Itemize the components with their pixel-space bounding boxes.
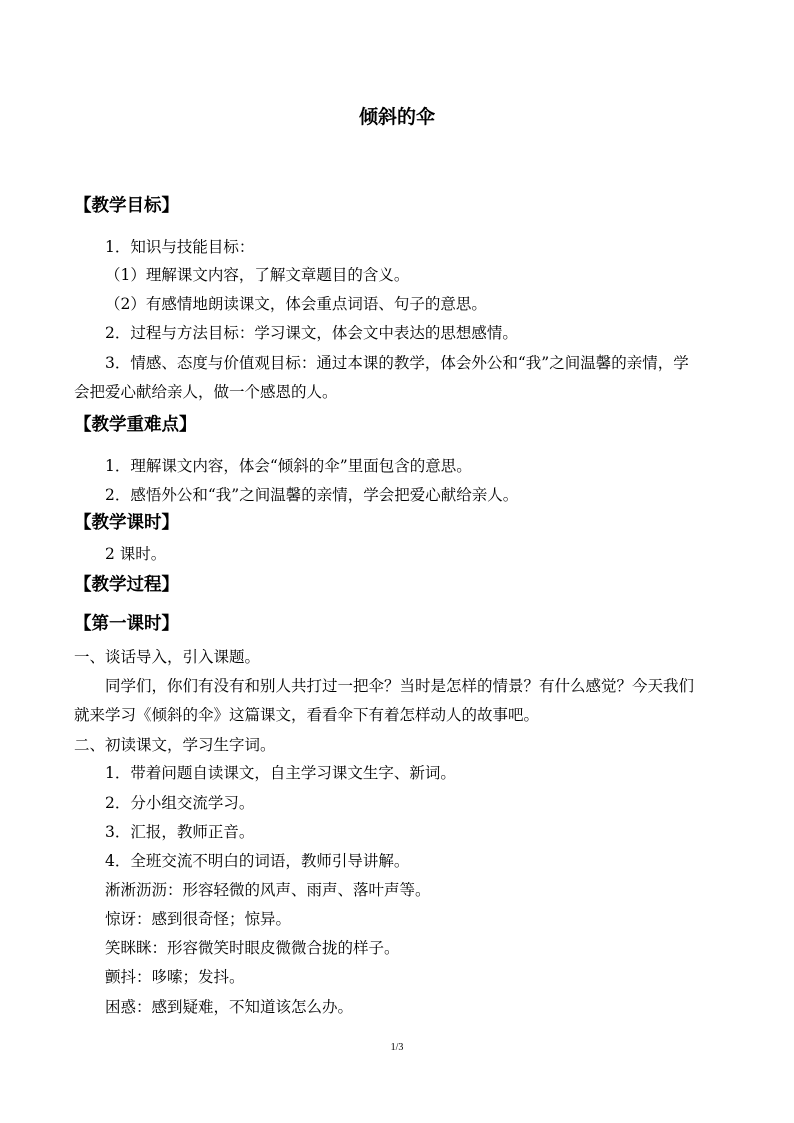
goal-line: 1．知识与技能目标：: [105, 238, 255, 256]
key-point-line: 1．理解课文内容，体会“倾斜的伞”里面包含的意思。: [105, 457, 472, 475]
section-heading-class-hours: 【教学课时】: [74, 513, 179, 533]
lesson-line: 同学们，你们有没有和别人共打过一把伞？当时是怎样的情景？有什么感觉？今天我们: [105, 677, 695, 695]
section-heading-teaching-goals: 【教学目标】: [74, 196, 179, 216]
page-number: 1/3: [390, 1042, 404, 1053]
lesson-line: 一、谈话导入，引入课题。: [74, 648, 261, 666]
lesson-line: 惊讶：感到很奇怪；惊异。: [105, 910, 292, 928]
goal-line: （2）有感情地朗读课文，体会重点词语、句子的意思。: [105, 295, 487, 313]
section-heading-key-points: 【教学重难点】: [74, 415, 197, 435]
class-hours-text: 2 课时。: [105, 545, 167, 563]
lesson-line: 困惑：感到疑难，不知道该怎么办。: [105, 998, 354, 1016]
lesson-line: 笑眯眯：形容微笑时眼皮微微合拢的样子。: [105, 939, 400, 957]
section-heading-teaching-process: 【教学过程】: [74, 575, 179, 595]
lesson-line: 1．带着问题自读课文，自主学习课文生字、新词。: [105, 764, 456, 782]
lesson-line: 3．汇报，教师正音。: [105, 823, 255, 841]
document-title: 倾斜的伞: [358, 106, 435, 128]
goal-line: 2．过程与方法目标：学习课文，体会文中表达的思想感情。: [105, 324, 518, 342]
lesson-line: 就来学习《倾斜的伞》这篇课文，看看伞下有着怎样动人的故事吧。: [74, 706, 540, 724]
goal-line: 3．情感、态度与价值观目标：通过本课的教学，体会外公和“我”之间温馨的亲情，学: [105, 354, 689, 372]
goal-line: 会把爱心献给亲人，做一个感恩的人。: [74, 383, 338, 401]
lesson-line: 二、初读课文，学习生字词。: [74, 736, 276, 754]
lesson-line: 2．分小组交流学习。: [105, 794, 255, 812]
section-heading-first-lesson: 【第一课时】: [74, 614, 179, 634]
lesson-line: 颤抖：哆嗦；发抖。: [105, 968, 245, 986]
goal-line: （1）理解课文内容，了解文章题目的含义。: [105, 266, 410, 284]
key-point-line: 2．感悟外公和“我”之间温馨的亲情，学会把爱心献给亲人。: [105, 486, 519, 504]
lesson-line: 4．全班交流不明白的词语，教师引导讲解。: [105, 852, 410, 870]
lesson-line: 淅淅沥沥：形容轻微的风声、雨声、落叶声等。: [105, 881, 431, 899]
